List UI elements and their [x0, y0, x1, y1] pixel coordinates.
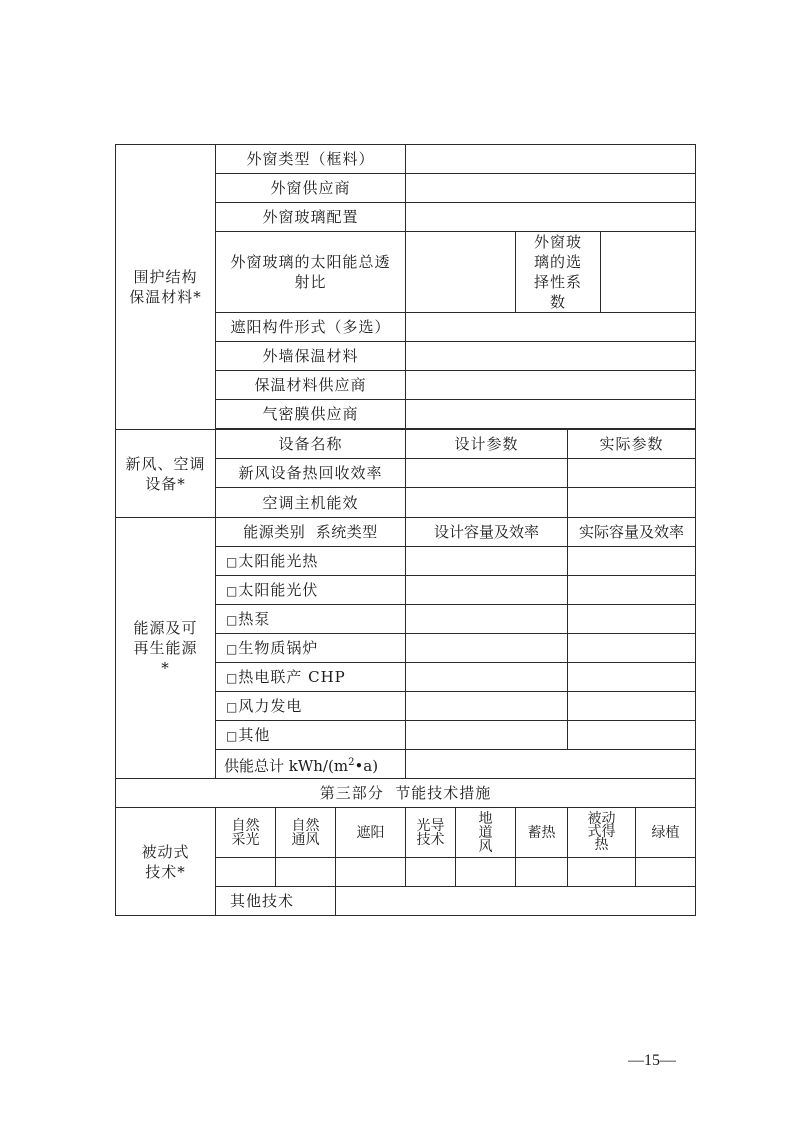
energy-col-design: 设计容量及效率 [406, 518, 568, 547]
passive-other-label: 其他技术 [216, 887, 336, 916]
value-shading-form[interactable] [406, 313, 696, 342]
design-biomass[interactable] [406, 634, 568, 663]
label-shading-form: 遮阳构件形式（多选） [216, 313, 406, 342]
passive-cell-earth-tube[interactable] [456, 858, 516, 887]
passive-cell-green-plants[interactable] [636, 858, 696, 887]
value-solar-transmittance[interactable] [406, 232, 516, 313]
energy-col-actual: 实际容量及效率 [568, 518, 696, 547]
actual-heat-pump[interactable] [568, 605, 696, 634]
checkbox-icon[interactable]: □ [226, 699, 238, 714]
design-heat-pump[interactable] [406, 605, 568, 634]
passive-cell-light-guide[interactable] [406, 858, 456, 887]
checkbox-icon[interactable]: □ [226, 670, 238, 685]
actual-solar-pv[interactable] [568, 576, 696, 605]
design-ac-host[interactable] [406, 488, 568, 518]
checkbox-icon[interactable]: □ [226, 612, 238, 627]
passive-col-light-guide: 光导技术 [406, 808, 456, 858]
value-insulation-supplier[interactable] [406, 371, 696, 400]
energy-item-heat-pump[interactable]: □热泵 [216, 605, 406, 634]
value-selectivity[interactable] [601, 232, 696, 313]
section3-title: 第三部分 节能技术措施 [116, 779, 696, 808]
checkbox-icon[interactable]: □ [226, 583, 238, 598]
energy-item-solar-pv[interactable]: □太阳能光伏 [216, 576, 406, 605]
hvac-col-design: 设计参数 [406, 430, 568, 459]
label-window-type: 外窗类型（框料） [216, 145, 406, 174]
hvac-category: 新风、空调设备* [116, 430, 216, 518]
label-heat-recovery: 新风设备热回收效率 [216, 459, 406, 488]
value-window-supplier[interactable] [406, 174, 696, 203]
passive-cell-shading[interactable] [336, 858, 406, 887]
label-ac-host: 空调主机能效 [216, 488, 406, 518]
actual-chp[interactable] [568, 663, 696, 692]
value-airtight-supplier[interactable] [406, 400, 696, 429]
hvac-col-device: 设备名称 [216, 430, 406, 459]
checkbox-icon[interactable]: □ [226, 728, 238, 743]
actual-other[interactable] [568, 721, 696, 750]
passive-other-value[interactable] [336, 887, 696, 916]
page-number: —15— [628, 1052, 676, 1069]
energy-item-other[interactable]: □其他 [216, 721, 406, 750]
passive-col-green-plants: 绿植 [636, 808, 696, 858]
actual-wind[interactable] [568, 692, 696, 721]
energy-info-form [115, 144, 696, 916]
energy-category: 能源及可再生能源* [116, 518, 216, 779]
actual-heat-recovery[interactable] [568, 459, 696, 488]
design-other[interactable] [406, 721, 568, 750]
passive-col-ventilation: 自然通风 [276, 808, 336, 858]
passive-col-earth-tube: 地道风 [456, 808, 516, 858]
energy-item-wind[interactable]: □风力发电 [216, 692, 406, 721]
energy-col-type: 能源类别 系统类型 [216, 518, 406, 547]
label-solar-transmittance: 外窗玻璃的太阳能总透射比 [216, 232, 406, 313]
passive-col-heat-storage: 蓄热 [516, 808, 568, 858]
passive-col-shading: 遮阳 [336, 808, 406, 858]
value-window-type[interactable] [406, 145, 696, 174]
passive-col-daylighting: 自然采光 [216, 808, 276, 858]
label-selectivity: 外窗玻璃的选择性系数 [516, 232, 601, 313]
energy-total-value[interactable] [406, 750, 696, 779]
label-window-supplier: 外窗供应商 [216, 174, 406, 203]
actual-solar-thermal[interactable] [568, 547, 696, 576]
design-solar-thermal[interactable] [406, 547, 568, 576]
design-solar-pv[interactable] [406, 576, 568, 605]
actual-biomass[interactable] [568, 634, 696, 663]
passive-col-solar-gain: 被动式得热 [568, 808, 636, 858]
design-heat-recovery[interactable] [406, 459, 568, 488]
enclosure-category: 围护结构保温材料* [116, 145, 216, 430]
passive-cell-heat-storage[interactable] [516, 858, 568, 887]
actual-ac-host[interactable] [568, 488, 696, 518]
hvac-col-actual: 实际参数 [568, 430, 696, 459]
label-glass-config: 外窗玻璃配置 [216, 203, 406, 232]
design-wind[interactable] [406, 692, 568, 721]
energy-item-biomass[interactable]: □生物质锅炉 [216, 634, 406, 663]
design-chp[interactable] [406, 663, 568, 692]
label-wall-insulation: 外墙保温材料 [216, 342, 406, 371]
label-airtight-supplier: 气密膜供应商 [216, 400, 406, 429]
energy-item-chp[interactable]: □热电联产 CHP [216, 663, 406, 692]
value-wall-insulation[interactable] [406, 342, 696, 371]
checkbox-icon[interactable]: □ [226, 641, 238, 656]
passive-category: 被动式技术* [116, 808, 216, 916]
passive-cell-daylighting[interactable] [216, 858, 276, 887]
value-glass-config[interactable] [406, 203, 696, 232]
passive-cell-solar-gain[interactable] [568, 858, 636, 887]
energy-total-label: 供能总计 kWh/$(m^2•a)$ [216, 750, 406, 779]
label-insulation-supplier: 保温材料供应商 [216, 371, 406, 400]
checkbox-icon[interactable]: □ [226, 554, 238, 569]
passive-cell-ventilation[interactable] [276, 858, 336, 887]
energy-item-solar-thermal[interactable]: □太阳能光热 [216, 547, 406, 576]
